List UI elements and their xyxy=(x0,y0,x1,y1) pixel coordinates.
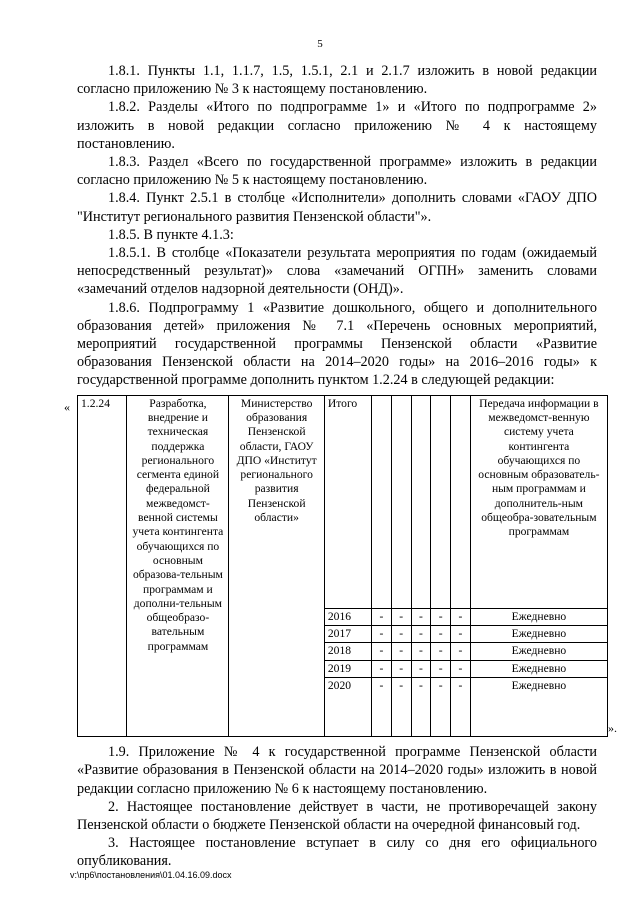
paragraph-1-8-5: 1.8.5. В пункте 4.1.3: xyxy=(108,226,234,243)
value-cell: - xyxy=(391,643,411,660)
year-cell: 2020 xyxy=(324,677,371,694)
result-cell: Передача информации в межведомст-венную систему учета контингента обучающихся по основным образователь-ным программам и дополнитель-ным общеобра-зовательным программам xyxy=(470,395,607,608)
value-cell: - xyxy=(431,625,451,642)
document-body xyxy=(64,62,617,871)
empty-cell xyxy=(372,694,392,737)
value-cell: - xyxy=(372,625,392,642)
page-number: 5 xyxy=(317,38,323,50)
value-cell: - xyxy=(451,660,471,677)
value-cell: - xyxy=(451,608,471,625)
table-row xyxy=(78,395,608,608)
value-cell: - xyxy=(411,625,431,642)
value-cell: - xyxy=(431,643,451,660)
activity-name-cell: Разработка, внедрение и техническая поддержка регионального сегмента единой федеральной межведомст-венной системы учета контингента обучающихся по основным образова-тельным программам и дополни-тельным общеобразо-вательным программам xyxy=(127,395,229,736)
value-cell: - xyxy=(451,643,471,660)
value-cell: - xyxy=(411,660,431,677)
paragraph-1-8-5-1: 1.8.5.1. В столбце «Показатели результата мероприятия по годам (ожидаемый непосредственный результат)» слова «замечаний ОГПН» заменить словами «замечаний отделов надзорной деятельности (ОНД)». xyxy=(77,245,597,298)
value-cell xyxy=(411,395,431,608)
activity-table xyxy=(77,395,608,737)
value-cell: - xyxy=(372,660,392,677)
quote-open: « xyxy=(64,399,70,414)
result-cell: Ежедневно xyxy=(470,677,607,694)
paragraph-1-8-3: 1.8.3. Раздел «Всего по государственной программе» изложить в редакции согласно приложению № 5 к настоящему постановлению. xyxy=(77,154,597,189)
quote-close: ». xyxy=(608,720,617,735)
paragraph-3: 3. Настоящее постановление вступает в силу со дня его официального опубликования. xyxy=(77,835,597,870)
year-cell: 2018 xyxy=(324,643,371,660)
value-cell: - xyxy=(451,677,471,694)
empty-cell xyxy=(391,694,411,737)
value-cell: - xyxy=(391,625,411,642)
value-cell xyxy=(372,395,392,608)
empty-cell xyxy=(470,694,607,737)
item-number-cell: 1.2.24 xyxy=(78,395,127,736)
value-cell: - xyxy=(391,677,411,694)
year-cell: 2017 xyxy=(324,625,371,642)
paragraph-2: 2. Настоящее постановление действует в части, не противоречащей закону Пензенской области о бюджете Пензенской области на очередной финансовый год. xyxy=(77,798,597,833)
empty-cell xyxy=(451,694,471,737)
value-cell: - xyxy=(431,677,451,694)
value-cell: - xyxy=(411,677,431,694)
year-cell: 2019 xyxy=(324,660,371,677)
value-cell: - xyxy=(431,660,451,677)
value-cell: - xyxy=(411,643,431,660)
value-cell xyxy=(391,395,411,608)
value-cell: - xyxy=(372,608,392,625)
value-cell xyxy=(451,395,471,608)
result-cell: Ежедневно xyxy=(470,625,607,642)
result-cell: Ежедневно xyxy=(470,608,607,625)
year-cell: 2016 xyxy=(324,608,371,625)
value-cell: - xyxy=(372,643,392,660)
empty-cell xyxy=(324,694,371,737)
value-cell xyxy=(431,395,451,608)
value-cell: - xyxy=(391,608,411,625)
paragraph-1-9: 1.9. Приложение № 4 к государственной программе Пензенской области «Развитие образования в Пензенской области на 2014–2020 годы» изложить в новой редакции согласно приложению № 6 к настоящему постановлению. xyxy=(77,744,597,797)
value-cell: - xyxy=(372,677,392,694)
value-cell: - xyxy=(391,660,411,677)
total-label-cell: Итого xyxy=(324,395,371,608)
value-cell: - xyxy=(451,625,471,642)
value-cell: - xyxy=(431,608,451,625)
paragraph-1-8-6: 1.8.6. Подпрограмму 1 «Развитие дошкольного, общего и дополнительного образования детей» приложения № 7.1 «Перечень основных мероприятий, мероприятий государственной программы Пензенской области «Развитие образования Пензенской области на 2014–2020 годы» на 2016–2016 годы» к государственной программе дополнить пунктом 1.2.24 в следующей редакции: xyxy=(77,299,597,389)
value-cell: - xyxy=(411,608,431,625)
file-path-footer: v:\пр6\постановления\01.04.16.09.docx xyxy=(70,870,232,880)
result-cell: Ежедневно xyxy=(470,660,607,677)
executor-cell: Министерство образования Пензенской области, ГАОУ ДПО «Институт регионального развития Пензенской области» xyxy=(229,395,324,736)
paragraph-1-8-2: 1.8.2. Разделы «Итого по подпрограмме 1» и «Итого по подпрограмме 2» изложить в новой редакции согласно приложению № 4 к настоящему постановлению. xyxy=(77,99,597,152)
insert-table-wrapper xyxy=(64,395,617,737)
empty-cell xyxy=(431,694,451,737)
result-cell: Ежедневно xyxy=(470,643,607,660)
empty-cell xyxy=(411,694,431,737)
paragraph-1-8-4: 1.8.4. Пункт 2.5.1 в столбце «Исполнители» дополнить словами «ГАОУ ДПО "Институт регионального развития Пензенской области"». xyxy=(77,190,597,225)
paragraph-1-8-1: 1.8.1. Пункты 1.1, 1.1.7, 1.5, 1.5.1, 2.1 и 2.1.7 изложить в новой редакции согласно приложению № 3 к настоящему постановлению. xyxy=(77,63,597,98)
